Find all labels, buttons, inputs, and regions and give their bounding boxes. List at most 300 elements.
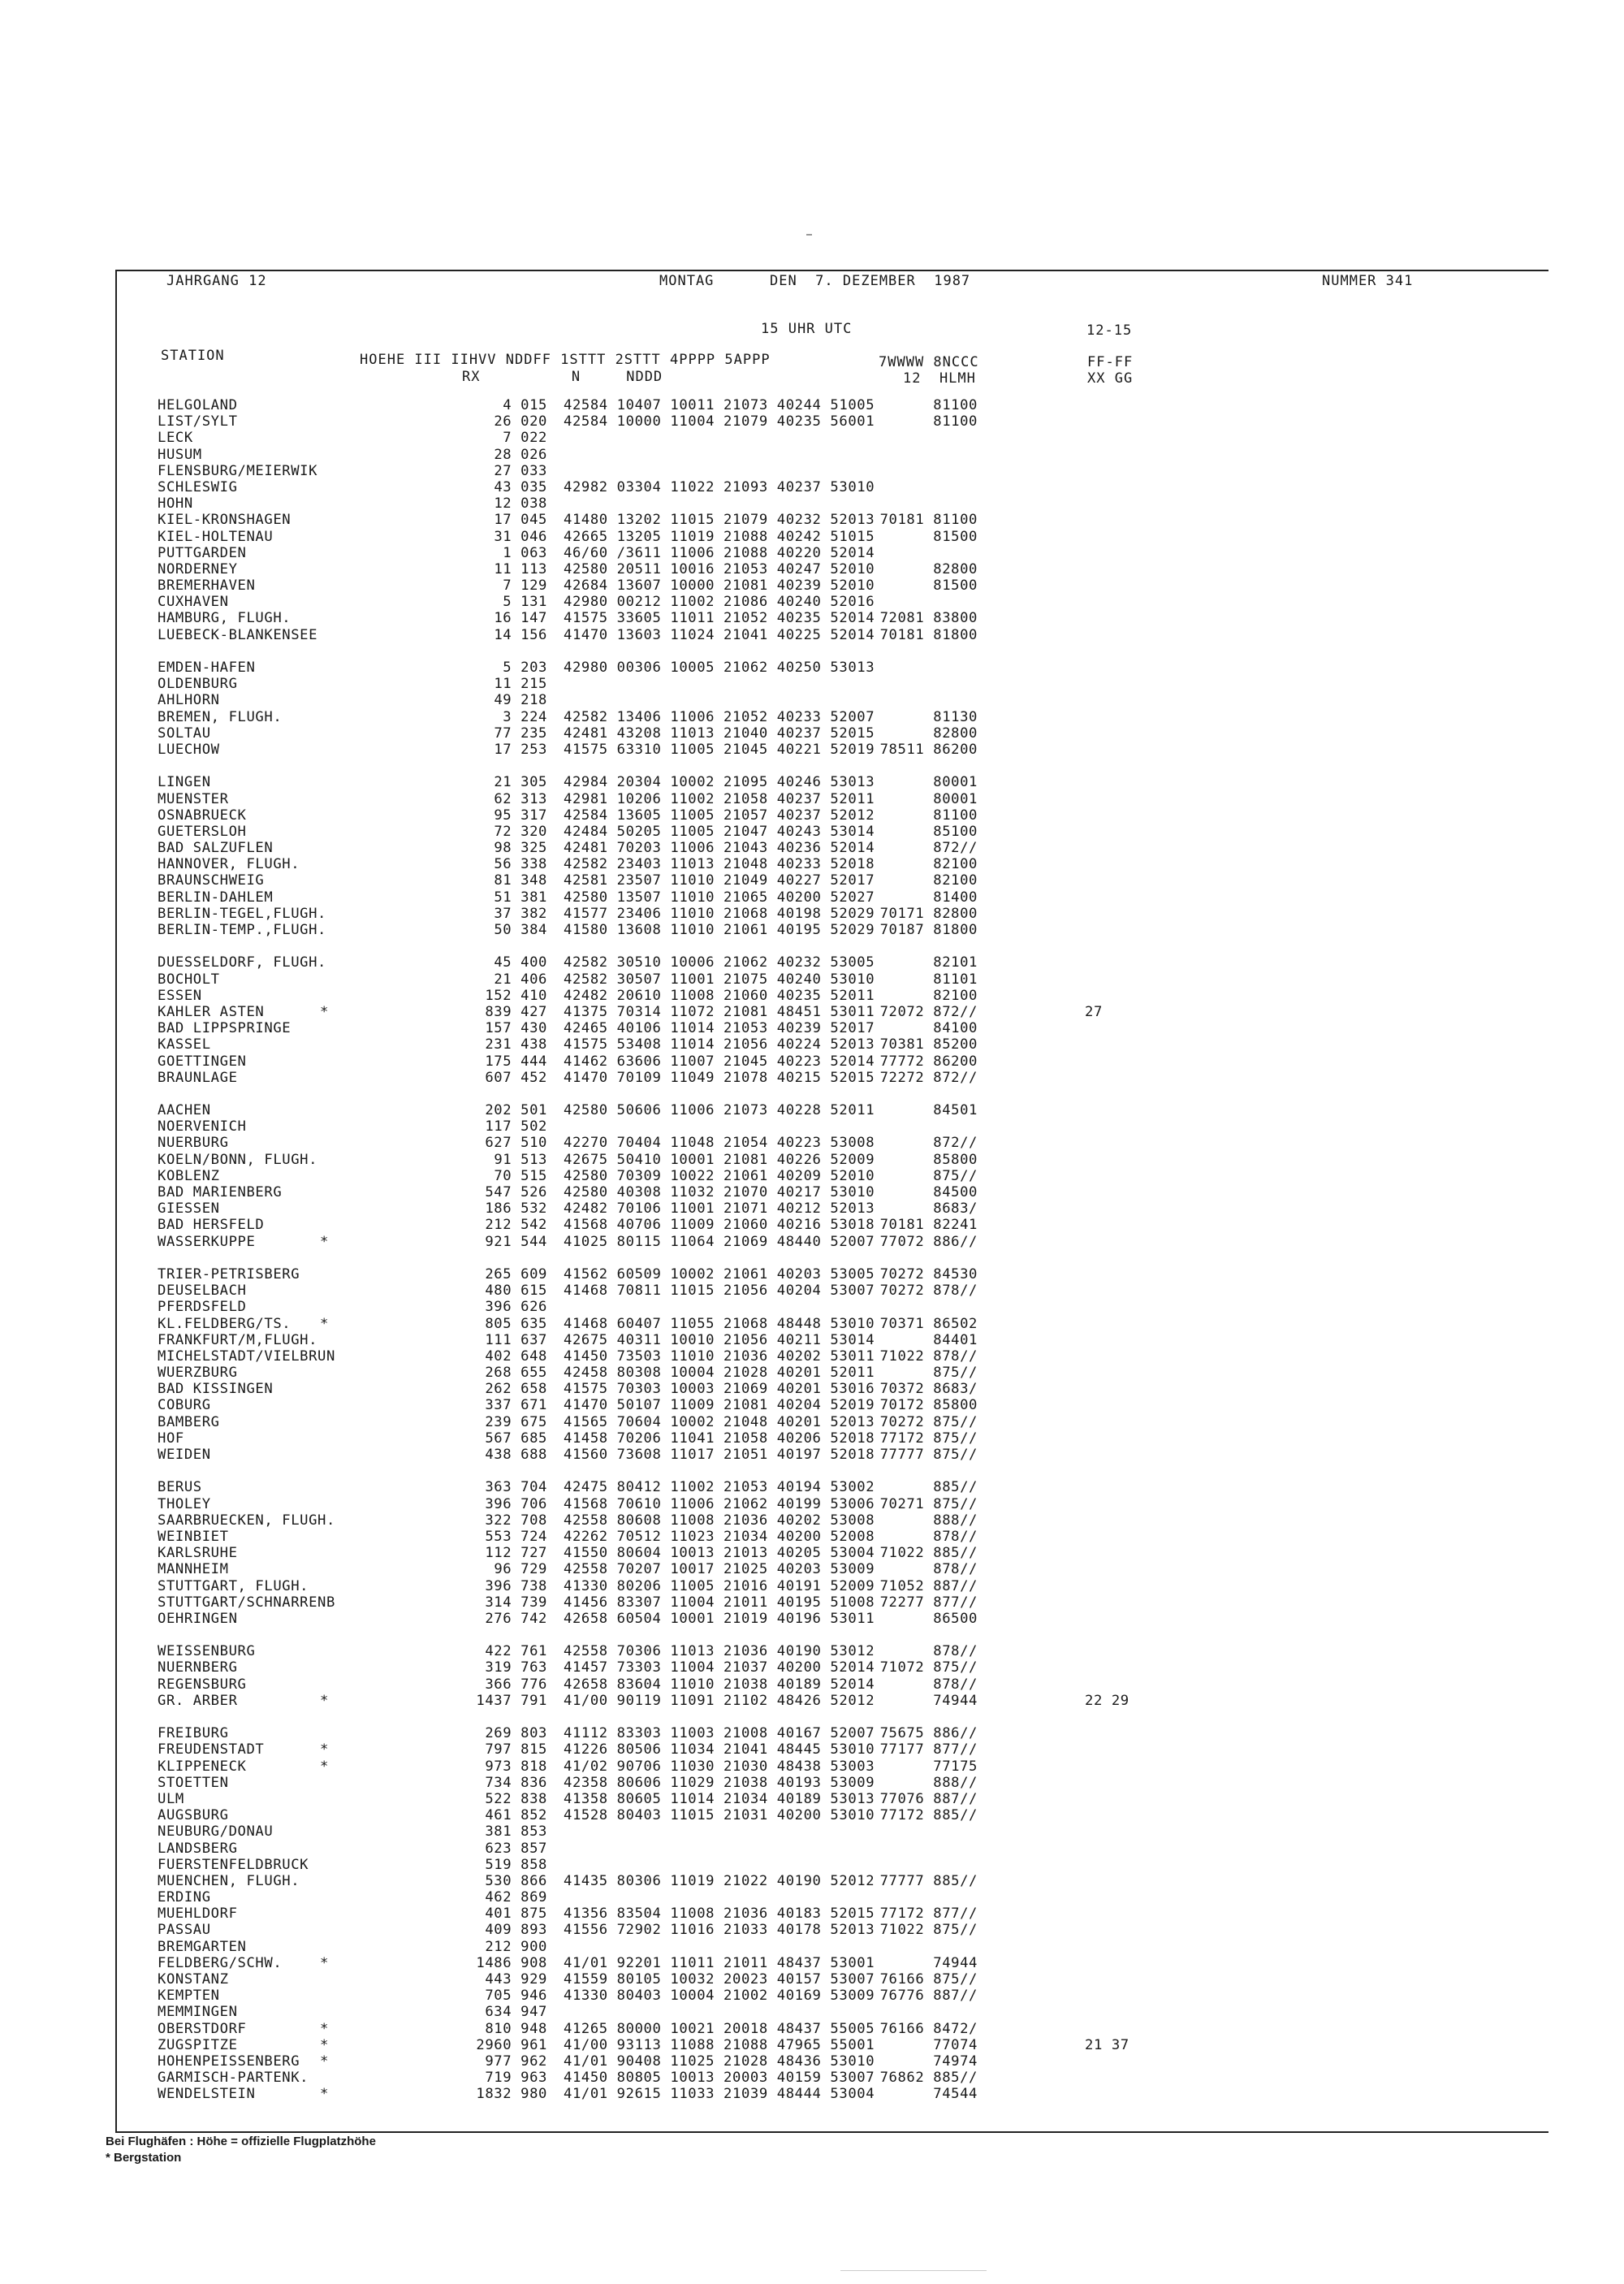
table-row — [158, 725, 1497, 742]
table-row — [158, 1053, 1497, 1070]
jahrgang-label: JAHRGANG 12 — [166, 273, 267, 289]
weather-group: 71022 878// — [879, 1347, 978, 1365]
weather-group: 84401 — [933, 1331, 978, 1348]
elevation-index: 396 626 — [485, 1299, 547, 1316]
table-row — [158, 791, 1497, 807]
elevation-index: 1 063 — [503, 544, 547, 561]
elevation-index: 268 655 — [485, 1365, 547, 1382]
table-row — [158, 922, 1497, 938]
weather-group: 70381 85200 — [879, 1036, 978, 1053]
elevation-index: 805 635 — [485, 1315, 547, 1332]
table-row — [158, 1217, 1497, 1233]
synop-groups: 41559 80105 10032 20023 40157 53007 — [564, 1971, 875, 1988]
mountain-marker: * — [320, 1741, 329, 1758]
elevation-index: 627 510 — [485, 1135, 547, 1152]
station-name: BAMBERG — [158, 1413, 220, 1430]
station-name: KEMPTEN — [158, 1988, 220, 2005]
station-name: GIESSEN — [158, 1200, 220, 1218]
elevation-index: 461 852 — [485, 1807, 547, 1824]
table-row — [158, 807, 1497, 824]
station-name: PASSAU — [158, 1922, 211, 1939]
synop-groups: 41/02 90706 11030 21030 48438 53003 — [564, 1758, 875, 1775]
synop-groups: 42558 70306 11013 21036 40190 53012 — [564, 1643, 875, 1660]
station-name: OEHRINGEN — [158, 1610, 238, 1627]
station-name: BAD MARIENBERG — [158, 1184, 283, 1200]
synop-groups: 42475 80412 11002 21053 40194 53002 — [564, 1479, 875, 1496]
gust-column-header: FF-FF — [1087, 354, 1134, 370]
table-row — [158, 1725, 1497, 1741]
weather-group: 76776 887// — [879, 1988, 978, 2005]
table-row — [158, 1857, 1497, 1873]
elevation-index: 422 761 — [485, 1643, 547, 1660]
weather-group: 81101 — [933, 971, 978, 988]
station-name: STUTTGART, FLUGH. — [158, 1577, 309, 1594]
synop-groups: 41/01 90408 11025 21028 48436 53010 — [564, 2053, 875, 2070]
elevation-index: 26 020 — [494, 413, 547, 430]
weather-group: 86500 — [933, 1610, 978, 1627]
weather-group: 84500 — [933, 1184, 978, 1200]
synop-groups: 42658 83604 11010 21038 40189 52014 — [564, 1676, 875, 1693]
elevation-index: 11 113 — [494, 560, 547, 577]
synop-groups: 41330 80403 10004 21002 40169 53009 — [564, 1988, 875, 2005]
elevation-index: 231 438 — [485, 1036, 547, 1053]
synop-groups: 41/01 92201 11011 21011 48437 53001 — [564, 1954, 875, 1971]
weather-group: 78511 86200 — [879, 741, 978, 758]
table-row — [158, 1922, 1497, 1938]
synop-groups: 42482 70106 11001 21071 40212 52013 — [564, 1200, 875, 1218]
table-row — [158, 1971, 1497, 1988]
elevation-index: 28 026 — [494, 446, 547, 463]
synop-groups: 41375 70314 11072 21081 48451 53011 — [564, 1003, 875, 1020]
station-name: KOELN/BONN, FLUGH. — [158, 1151, 318, 1168]
station-name: KOBLENZ — [158, 1167, 220, 1184]
weather-group: 77175 — [933, 1758, 978, 1775]
elevation-index: 3 224 — [503, 708, 547, 725]
table-row — [158, 1118, 1497, 1135]
weather-group: 875// — [933, 1167, 978, 1184]
elevation-index: 409 893 — [485, 1922, 547, 1939]
synop-groups: 42558 70207 10017 21025 40203 53009 — [564, 1561, 875, 1578]
elevation-index: 265 609 — [485, 1265, 547, 1283]
weather-group: 872// — [933, 840, 978, 857]
weather-group: 85800 — [933, 1151, 978, 1168]
synop-groups: 46/60 /3611 11006 21088 40220 52014 — [564, 544, 875, 561]
station-name: WUERZBURG — [158, 1365, 238, 1382]
table-row — [158, 954, 1497, 971]
group-separator — [158, 1627, 1497, 1643]
weather-group: 82100 — [933, 872, 978, 889]
synop-groups: 42481 70203 11006 21043 40236 52014 — [564, 840, 875, 857]
station-name: GARMISCH-PARTENK. — [158, 2070, 309, 2087]
synop-groups: 41468 60407 11055 21068 48448 53010 — [564, 1315, 875, 1332]
table-row — [158, 1611, 1497, 1627]
elevation-index: 81 348 — [494, 872, 547, 889]
elevation-index: 438 688 — [485, 1447, 547, 1463]
synop-groups: 41565 70604 10002 21048 40201 52013 — [564, 1413, 875, 1430]
weather-group: 70372 8683/ — [879, 1381, 978, 1398]
synop-groups: 41/00 93113 11088 21088 47965 55001 — [564, 2036, 875, 2053]
group-separator — [158, 758, 1497, 774]
station-name: FREIBURG — [158, 1725, 229, 1742]
weather-group: 888// — [933, 1512, 978, 1529]
synop-groups: 41580 13608 11010 21061 40195 52029 — [564, 922, 875, 938]
table-row — [158, 1693, 1497, 1709]
elevation-index: 322 708 — [485, 1512, 547, 1529]
table-row — [158, 1545, 1497, 1561]
synop-groups: 41568 40706 11009 21060 40216 53018 — [564, 1217, 875, 1234]
table-row — [158, 1561, 1497, 1577]
elevation-index: 212 542 — [485, 1217, 547, 1234]
synop-groups: 41550 80604 10013 21013 40205 53004 — [564, 1545, 875, 1562]
synop-groups: 42584 13605 11005 21057 40237 52012 — [564, 807, 875, 824]
weather-group: 77172 875// — [879, 1430, 978, 1447]
synop-groups: 42580 20511 10016 21053 40247 52010 — [564, 560, 875, 577]
station-name: LECK — [158, 430, 193, 447]
elevation-index: 443 929 — [485, 1971, 547, 1988]
elevation-index: 337 671 — [485, 1397, 547, 1414]
elevation-index: 202 501 — [485, 1102, 547, 1119]
mountain-marker: * — [320, 1003, 329, 1020]
elevation-index: 973 818 — [485, 1758, 547, 1775]
elevation-index: 319 763 — [485, 1659, 547, 1676]
station-name: BRAUNSCHWEIG — [158, 872, 265, 889]
elevation-index: 77 235 — [494, 725, 547, 742]
mountain-marker: * — [320, 2053, 329, 2070]
weather-group: 8683/ — [933, 1200, 978, 1218]
table-row — [158, 495, 1497, 512]
weather-group: 70181 81100 — [879, 512, 978, 529]
station-name: MUENCHEN, FLUGH. — [158, 1872, 300, 1889]
table-row — [158, 1496, 1497, 1512]
weather-group: 878// — [933, 1528, 978, 1545]
station-name: BAD KISSINGEN — [158, 1381, 274, 1398]
table-row — [158, 840, 1497, 856]
weather-group: 77172 877// — [879, 1905, 978, 1923]
table-row — [158, 430, 1497, 446]
synop-groups: 42582 23403 11013 21048 40233 52018 — [564, 856, 875, 873]
mountain-marker: * — [320, 2020, 329, 2037]
synop-groups: 41435 80306 11019 21022 40190 52012 — [564, 1872, 875, 1889]
table-row — [158, 709, 1497, 725]
table-row — [158, 1775, 1497, 1791]
gust-group: 27 — [1085, 1003, 1103, 1020]
table-row — [158, 1905, 1497, 1922]
station-name: AHLHORN — [158, 692, 220, 709]
synop-groups: 41456 83307 11004 21011 40195 51008 — [564, 1594, 875, 1611]
elevation-index: 567 685 — [485, 1430, 547, 1447]
weather-group: 76166 8472/ — [879, 2020, 978, 2037]
footnote-airports: Bei Flughäfen : Höhe = offizielle Flugplatzhöhe — [106, 2135, 376, 2148]
weather-group: 70171 82800 — [879, 905, 978, 922]
station-name: HOF — [158, 1430, 184, 1447]
synop-groups: 41/00 90119 11091 21102 48426 52012 — [564, 1692, 875, 1709]
elevation-index: 91 513 — [494, 1151, 547, 1168]
elevation-index: 7 129 — [503, 577, 547, 595]
table-row — [158, 1168, 1497, 1184]
elevation-index: 70 515 — [494, 1167, 547, 1184]
weather-group: 70187 81800 — [879, 922, 978, 938]
weather-group: 72272 872// — [879, 1069, 978, 1086]
table-row — [158, 1135, 1497, 1151]
weather-group: 70271 875// — [879, 1495, 978, 1512]
station-name: FUERSTENFELDBRUCK — [158, 1856, 309, 1873]
table-row — [158, 1414, 1497, 1430]
footnote-mountain-station: * Bergstation — [106, 2151, 182, 2165]
table-row — [158, 1823, 1497, 1840]
synop-groups: 42262 70512 11023 21034 40200 52008 — [564, 1528, 875, 1545]
weather-group: 70172 85800 — [879, 1397, 978, 1414]
time-range: 12-15 — [1086, 322, 1133, 339]
station-name: SCHLESWIG — [158, 478, 238, 495]
table-row — [158, 1676, 1497, 1693]
station-name: AACHEN — [158, 1102, 211, 1119]
elevation-index: 462 869 — [485, 1889, 547, 1906]
elevation-index: 734 836 — [485, 1774, 547, 1791]
elevation-index: 17 253 — [494, 741, 547, 758]
group-separator — [158, 938, 1497, 954]
elevation-index: 839 427 — [485, 1003, 547, 1020]
station-name: KIEL-KRONSHAGEN — [158, 512, 292, 529]
station-name: ERDING — [158, 1889, 211, 1906]
table-row — [158, 1283, 1497, 1299]
station-name: BAD HERSFELD — [158, 1217, 265, 1234]
weather-group: 875// — [933, 1365, 978, 1382]
table-row — [158, 1939, 1497, 1955]
table-row — [158, 397, 1497, 413]
elevation-index: 381 853 — [485, 1823, 547, 1841]
station-name: BOCHOLT — [158, 971, 220, 988]
elevation-index: 921 544 — [485, 1233, 547, 1250]
weather-group: 70371 86502 — [879, 1315, 978, 1332]
synop-groups: 42658 60504 10001 21019 40196 53011 — [564, 1610, 875, 1627]
group-separator — [158, 1086, 1497, 1102]
elevation-index: 111 637 — [485, 1331, 547, 1348]
table-row — [158, 1381, 1497, 1397]
weather-group: 84501 — [933, 1102, 978, 1119]
weather-group: 872// — [933, 1135, 978, 1152]
table-row — [158, 906, 1497, 922]
synop-groups: 42270 70404 11048 21054 40223 53008 — [564, 1135, 875, 1152]
synop-groups: 41025 80115 11064 21069 48440 52007 — [564, 1233, 875, 1250]
station-name: DEUSELBACH — [158, 1283, 247, 1300]
issue-number: NUMMER 341 — [1322, 273, 1414, 289]
synop-groups: 42980 00306 10005 21062 40250 53013 — [564, 660, 875, 676]
elevation-index: 314 739 — [485, 1594, 547, 1611]
weather-group: 77072 886// — [879, 1233, 978, 1250]
group-separator — [158, 1463, 1497, 1479]
elevation-index: 186 532 — [485, 1200, 547, 1218]
synop-groups: 41575 70303 10003 21069 40201 53016 — [564, 1381, 875, 1398]
station-name: FREUDENSTADT — [158, 1741, 265, 1758]
synop-groups: 41575 53408 11014 21056 40224 52013 — [564, 1036, 875, 1053]
synop-groups: 42675 40311 10010 21056 40211 53014 — [564, 1331, 875, 1348]
table-row — [158, 742, 1497, 758]
table-row — [158, 1004, 1497, 1020]
table-row — [158, 1299, 1497, 1315]
table-row — [158, 1266, 1497, 1283]
mountain-marker: * — [320, 2036, 329, 2053]
synop-groups: 41358 80605 11014 21034 40189 53013 — [564, 1790, 875, 1807]
code-columns-header: HOEHE III IIHVV NDDFF 1STTT 2STTT 4PPPP 5APPP — [360, 352, 771, 368]
scan-edge-line — [840, 2270, 987, 2271]
weather-group: 885// — [933, 1479, 978, 1496]
station-name: LINGEN — [158, 774, 211, 791]
table-row — [158, 610, 1497, 626]
table-row — [158, 1152, 1497, 1168]
table-row — [158, 2086, 1497, 2102]
elevation-index: 522 838 — [485, 1790, 547, 1807]
station-name: ZUGSPITZE — [158, 2036, 238, 2053]
weather-group: 70272 875// — [879, 1413, 978, 1430]
station-name: HAMBURG, FLUGH. — [158, 610, 292, 627]
weather-group: 76166 875// — [879, 1971, 978, 1988]
weather-group: 82101 — [933, 954, 978, 971]
elevation-index: 623 857 — [485, 1840, 547, 1857]
table-row — [158, 1955, 1497, 1971]
elevation-index: 21 406 — [494, 971, 547, 988]
table-row — [158, 545, 1497, 561]
weather-group: 77172 885// — [879, 1807, 978, 1824]
weather-group: 81130 — [933, 708, 978, 725]
table-row — [158, 824, 1497, 840]
weather-group: 70272 878// — [879, 1283, 978, 1300]
synop-groups: 42482 20610 11008 21060 40235 52011 — [564, 987, 875, 1004]
synop-groups: 42581 23507 11010 21049 40227 52017 — [564, 872, 875, 889]
elevation-index: 797 815 — [485, 1741, 547, 1758]
station-name: HOHENPEISSENBERG — [158, 2053, 300, 2070]
elevation-index: 276 742 — [485, 1610, 547, 1627]
elevation-index: 1486 908 — [476, 1954, 547, 1971]
station-name: MUEHLDORF — [158, 1905, 238, 1923]
table-row — [158, 1332, 1497, 1348]
station-name: BERUS — [158, 1479, 202, 1496]
weather-group: 878// — [933, 1676, 978, 1693]
table-row — [158, 1791, 1497, 1807]
station-name: KARLSRUHE — [158, 1545, 238, 1562]
station-name: WEINBIET — [158, 1528, 229, 1545]
synop-groups: 41575 33605 11011 21052 40235 52014 — [564, 610, 875, 627]
table-row — [158, 1873, 1497, 1889]
synop-groups: 42684 13607 10000 21081 40239 52010 — [564, 577, 875, 595]
elevation-index: 4 015 — [503, 397, 547, 413]
station-name: REGENSBURG — [158, 1676, 247, 1693]
synop-groups: 42582 13406 11006 21052 40233 52007 — [564, 708, 875, 725]
table-row — [158, 1397, 1497, 1413]
mountain-marker: * — [320, 2086, 329, 2103]
station-name: MANNHEIM — [158, 1561, 229, 1578]
elevation-index: 363 704 — [485, 1479, 547, 1496]
weather-group: 72277 877// — [879, 1594, 978, 1611]
weather-group: 85100 — [933, 823, 978, 840]
station-name: OSNABRUECK — [158, 807, 247, 824]
synop-groups: 42984 20304 10002 21095 40246 53013 — [564, 774, 875, 791]
weather-group: 75675 886// — [879, 1725, 978, 1742]
table-row — [158, 561, 1497, 577]
elevation-index: 31 046 — [494, 528, 547, 545]
elevation-index: 396 738 — [485, 1577, 547, 1594]
station-name: MICHELSTADT/VIELBRUN — [158, 1347, 335, 1365]
group-separator — [158, 1250, 1497, 1266]
elevation-index: 480 615 — [485, 1283, 547, 1300]
station-name: KIEL-HOLTENAU — [158, 528, 274, 545]
synop-groups: 42675 50410 10001 21081 40226 52009 — [564, 1151, 875, 1168]
station-name: KAHLER ASTEN — [158, 1003, 265, 1020]
elevation-index: 16 147 — [494, 610, 547, 627]
station-name: FELDBERG/SCHW. — [158, 1954, 283, 1971]
station-name: KASSEL — [158, 1036, 211, 1053]
station-name: BRAUNLAGE — [158, 1069, 238, 1086]
station-name: ULM — [158, 1790, 184, 1807]
weather-group: 70272 84530 — [879, 1265, 978, 1283]
weather-columns-header: 7WWWW 8NCCC — [879, 354, 979, 370]
elevation-index: 51 381 — [494, 889, 547, 906]
weather-group: 81500 — [933, 577, 978, 595]
gust-column-subheader: XX GG — [1087, 370, 1134, 387]
table-row — [158, 1594, 1497, 1611]
elevation-index: 719 963 — [485, 2070, 547, 2087]
synop-groups: 41330 80206 11005 21016 40191 52009 — [564, 1577, 875, 1594]
table-row — [158, 1447, 1497, 1463]
weather-group: 70181 82241 — [879, 1217, 978, 1234]
elevation-index: 262 658 — [485, 1381, 547, 1398]
weather-group: 888// — [933, 1774, 978, 1791]
station-column-header: STATION — [161, 348, 225, 364]
station-name: HUSUM — [158, 446, 202, 463]
station-name: FRANKFURT/M,FLUGH. — [158, 1331, 318, 1348]
weather-group: 84100 — [933, 1020, 978, 1037]
weather-group: 77777 885// — [879, 1872, 978, 1889]
station-name: THOLEY — [158, 1495, 211, 1512]
synop-groups: 42665 13205 11019 21088 40242 51015 — [564, 528, 875, 545]
station-name: GUETERSLOH — [158, 823, 247, 840]
elevation-index: 634 947 — [485, 2004, 547, 2021]
elevation-index: 117 502 — [485, 1118, 547, 1136]
station-name: LUECHOW — [158, 741, 220, 758]
weekday-label: MONTAG — [659, 273, 715, 289]
table-row — [158, 447, 1497, 463]
elevation-index: 56 338 — [494, 856, 547, 873]
weather-group: 80001 — [933, 790, 978, 807]
elevation-index: 37 382 — [494, 905, 547, 922]
elevation-index: 705 946 — [485, 1988, 547, 2005]
station-name: OLDENBURG — [158, 676, 238, 693]
elevation-index: 98 325 — [494, 840, 547, 857]
table-row — [158, 1348, 1497, 1365]
synop-groups: 41356 83504 11008 21036 40183 52015 — [564, 1905, 875, 1923]
table-row — [158, 1020, 1497, 1036]
table-row — [158, 1889, 1497, 1905]
table-row — [158, 2037, 1497, 2053]
weather-group: 72072 872// — [879, 1003, 978, 1020]
weather-group: 80001 — [933, 774, 978, 791]
weather-group: 81100 — [933, 413, 978, 430]
synop-groups: 41/01 92615 11033 21039 48444 53004 — [564, 2086, 875, 2103]
weather-group: 74944 — [933, 1954, 978, 1971]
gust-group: 22 29 — [1085, 1692, 1129, 1709]
synop-groups: 42981 10206 11002 21058 40237 52011 — [564, 790, 875, 807]
elevation-index: 45 400 — [494, 954, 547, 971]
synop-groups: 42580 70309 10022 21061 40209 52010 — [564, 1167, 875, 1184]
synop-groups: 41265 80000 10021 20018 48437 55005 — [564, 2020, 875, 2037]
elevation-index: 366 776 — [485, 1676, 547, 1693]
weather-group: 71072 875// — [879, 1659, 978, 1676]
synop-groups: 41528 80403 11015 21031 40200 53010 — [564, 1807, 875, 1824]
synop-groups: 41226 80506 11034 21041 48445 53010 — [564, 1741, 875, 1758]
synop-groups: 41450 73503 11010 21036 40202 53011 — [564, 1347, 875, 1365]
weather-group: 82800 — [933, 725, 978, 742]
table-row — [158, 479, 1497, 495]
table-row — [158, 1365, 1497, 1381]
